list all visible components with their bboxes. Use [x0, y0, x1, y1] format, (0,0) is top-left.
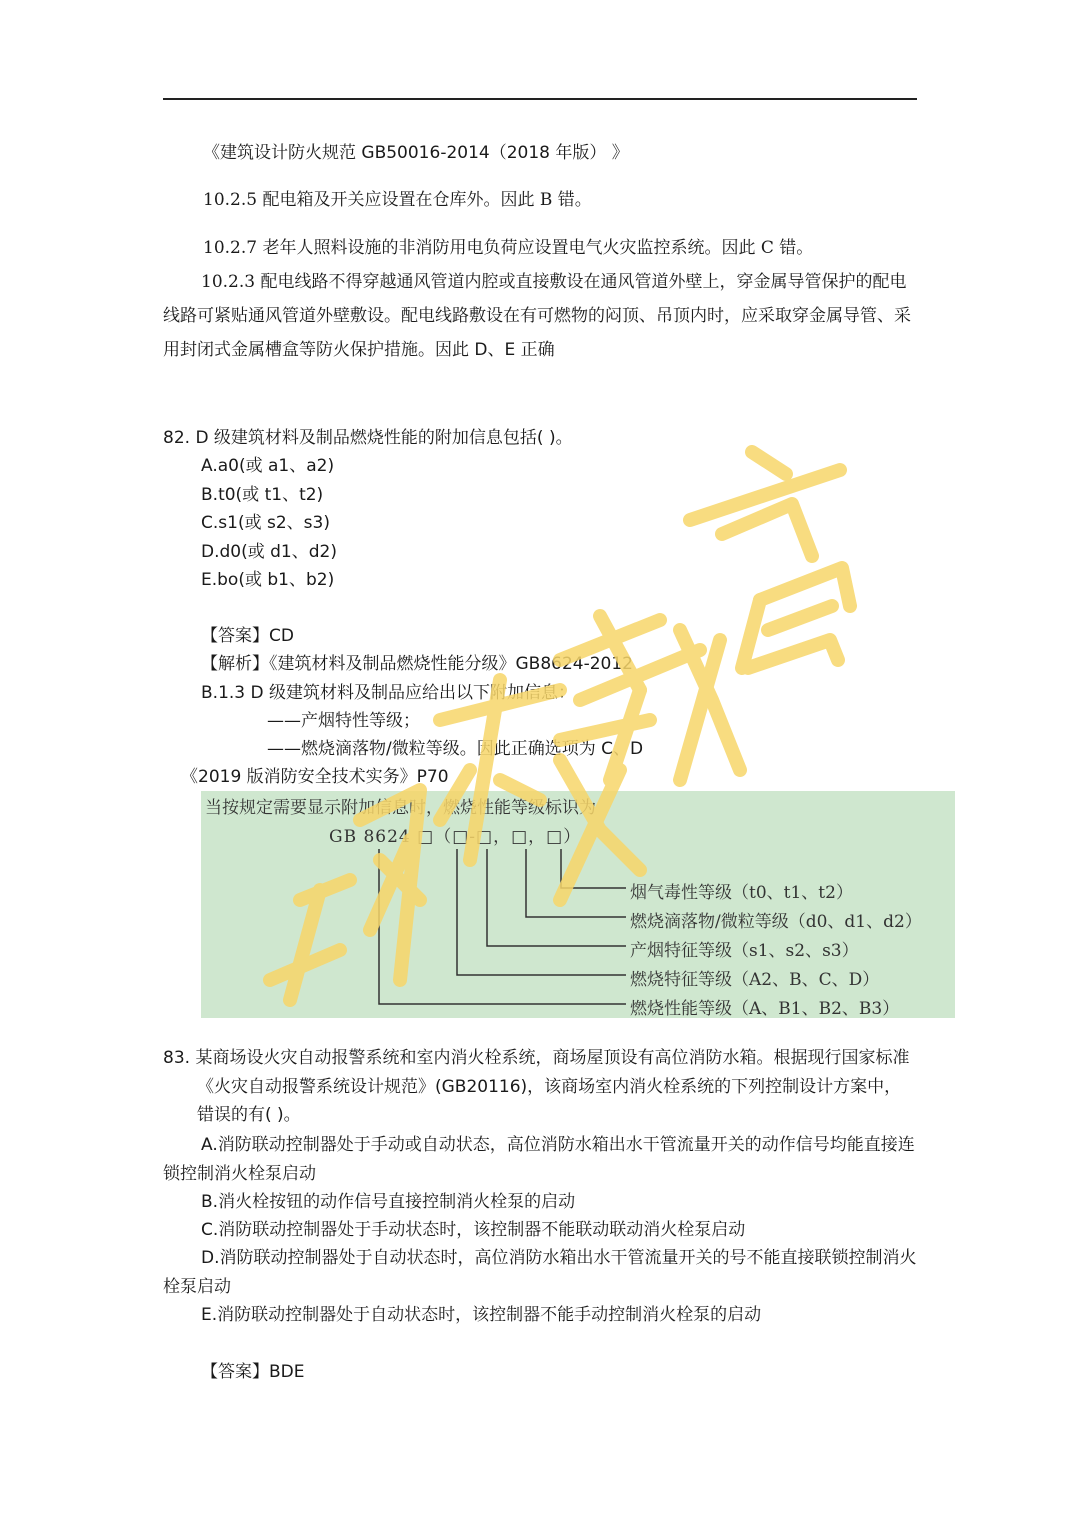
q82-answer: 【答案】CD — [201, 626, 294, 646]
q83-option-c: C.消防联动控制器处于手动状态时，该控制器不能联动联动消火栓泵启动 — [201, 1220, 746, 1240]
q82-item-2: ——燃烧滴落物/微粒等级。因此正确选项为 C、D — [267, 739, 644, 759]
q82-stem: 82. D 级建筑材料及制品燃烧性能的附加信息包括( )。 — [163, 428, 573, 448]
q82-option-e: E.bo(或 b1、b2) — [201, 570, 335, 590]
q82-option-d: D.d0(或 d1、d2) — [201, 542, 337, 562]
q82-analysis: 【解析】《建筑材料及制品燃烧性能分级》GB8624-2012 — [201, 654, 633, 674]
rule-10-2-3-text: 配电线路不得穿越通风管道内腔或直接敷设在通风管道外壁上，穿金属导管保护的配电线路可紧贴通风管道外壁敷设。配电线路敷设在有可燃物的闷顶、吊顶内时，应采取穿金属导管、采用封闭式金属槽盒等防火保护措施。因此 D、E 正确 — [163, 272, 911, 360]
rule-10-2-3-number: 10.2.3 — [201, 272, 256, 292]
connector-line-4 — [457, 849, 626, 975]
rule-10-2-3 — [163, 265, 919, 367]
connector-line-2 — [526, 849, 626, 917]
rule-10-2-7: 10.2.7 老年人照料设施的非消防用电负荷应设置电气火灾监控系统。因此 C 错。 — [203, 238, 814, 258]
q82-option-b: B.t0(或 t1、t2) — [201, 485, 324, 505]
q82-book-ref: 《2019 版消防安全技术实务》P70 — [181, 767, 449, 787]
figure-label-3: 产烟特征等级（s1、s2、s3） — [630, 941, 859, 961]
q83-answer: 【答案】BDE — [201, 1362, 305, 1382]
ref-title: 《建筑设计防火规范 GB50016-2014（2018 年版） 》 — [203, 143, 629, 163]
classification-figure — [201, 791, 955, 1018]
q82-option-a: A.a0(或 a1、a2) — [201, 456, 335, 476]
connector-line-3 — [487, 849, 626, 946]
figure-heading: 当按规定需要显示附加信息时，燃烧性能等级标识为 — [205, 798, 596, 818]
q82-item-1: ——产烟特性等级； — [267, 711, 420, 731]
q82-b13: B.1.3 D 级建筑材料及制品应给出以下附加信息： — [201, 683, 575, 703]
figure-formula: GB 8624 □（□-□，□，□） — [329, 827, 582, 847]
header-rule — [163, 98, 917, 100]
figure-label-4: 燃烧特征等级（A2、B、C、D） — [630, 970, 880, 990]
rule-10-2-5: 10.2.5 配电箱及开关应设置在仓库外。因此 B 错。 — [203, 190, 592, 210]
q83-option-a: A.消防联动控制器处于手动或自动状态，高位消防水箱出水干管流量开关的动作信号均能直接连锁控制消火栓泵启动 — [163, 1135, 915, 1184]
connector-line-1 — [561, 849, 626, 888]
q83-option-e: E.消防联动控制器处于自动状态时，该控制器不能手动控制消火栓泵的启动 — [201, 1305, 762, 1325]
q83-stem: 83. 某商场设火灾自动报警系统和室内消火栓系统，商场屋顶设有高位消防水箱。根据现行国家标准《火灾自动报警系统设计规范》(GB20116)，该商场室内消火栓系统的下列控制设计方案中，错误的有( )。 — [163, 1048, 910, 1125]
figure-label-2: 燃烧滴落物/微粒等级（d0、d1、d2） — [630, 912, 922, 932]
connector-line-5 — [379, 849, 626, 1004]
q83-option-b: B.消火栓按钮的动作信号直接控制消火栓泵的启动 — [201, 1192, 576, 1212]
figure-label-1: 烟气毒性等级（t0、t1、t2） — [630, 883, 853, 903]
figure-label-5: 燃烧性能等级（A、B1、B2、B3） — [630, 999, 900, 1019]
q82-option-c: C.s1(或 s2、s3) — [201, 513, 330, 533]
q83-option-d: D.消防联动控制器处于自动状态时，高位消防水箱出水干管流量开关的号不能直接联锁控制消火栓泵启动 — [163, 1248, 917, 1297]
